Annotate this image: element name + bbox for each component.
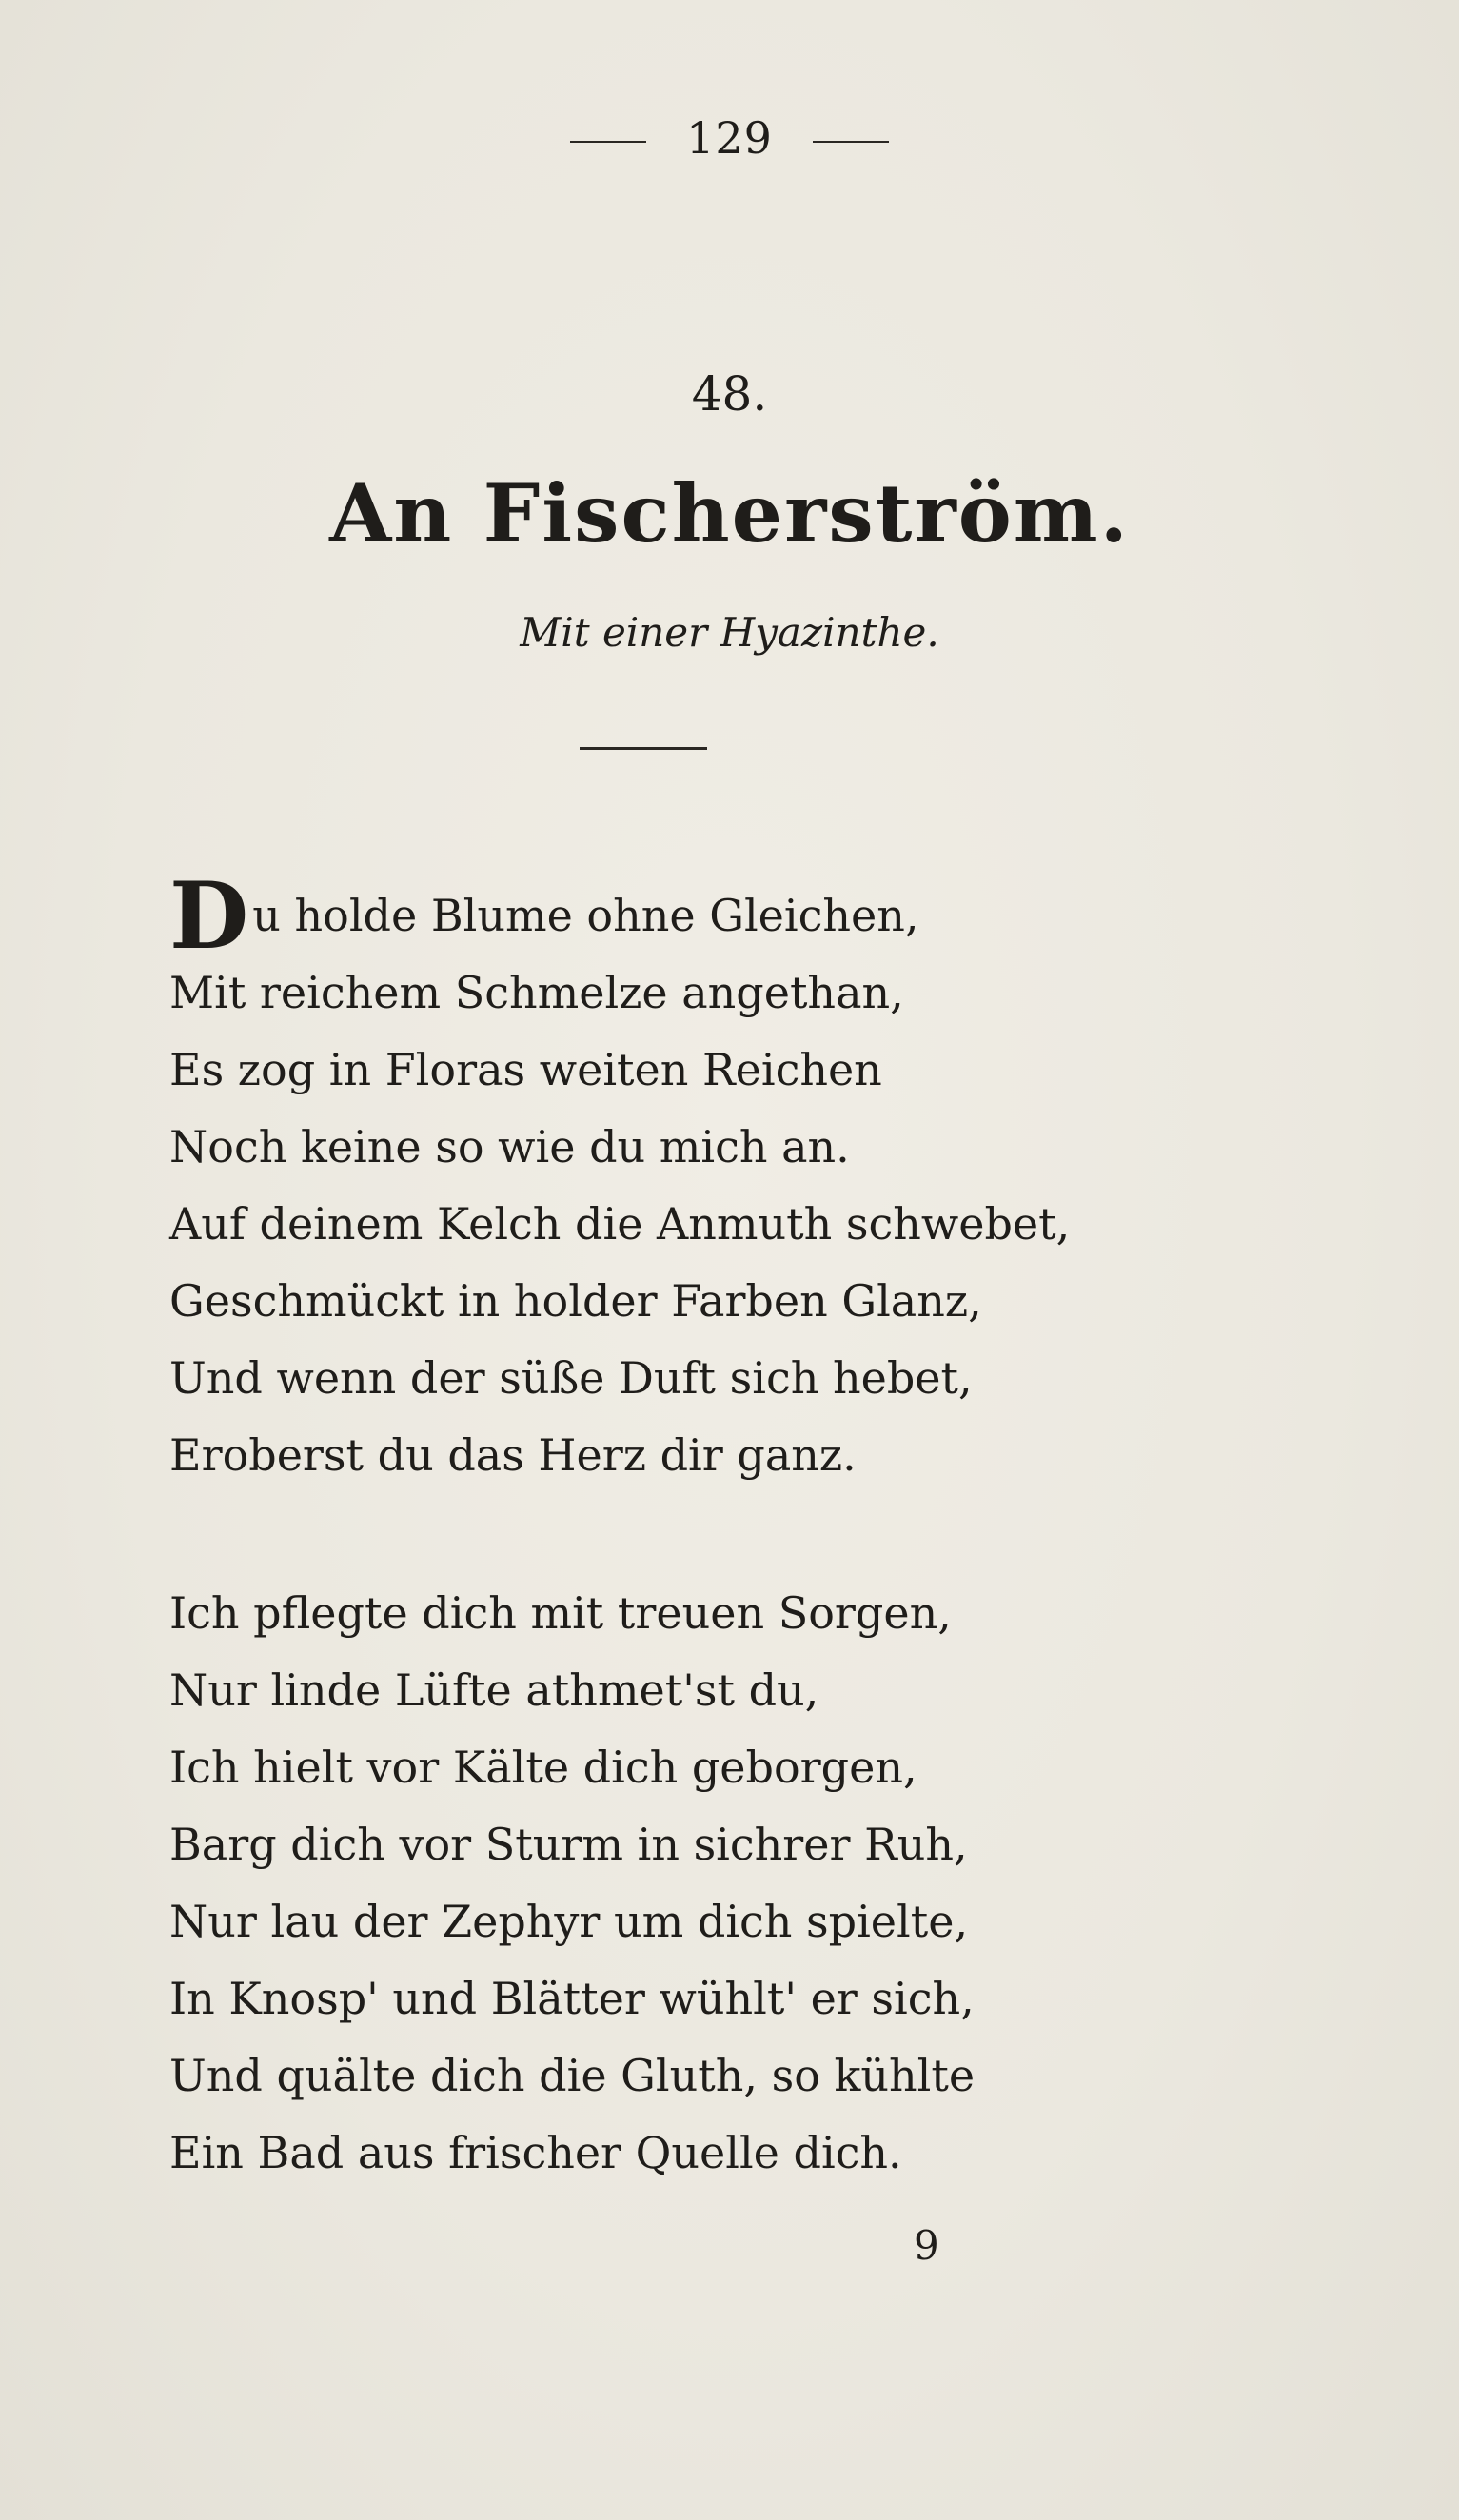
verse-line: Ich pflegte dich mit treuen Sorgen,	[169, 1587, 952, 1639]
verse-line: Geschmückt in holder Farben Glanz,	[169, 1275, 982, 1327]
verse-line: Es zog in Floras weiten Reichen	[169, 1044, 882, 1095]
page-header	[0, 112, 1459, 164]
poem-title: An Fischerström.	[329, 466, 1130, 561]
verse-line: Auf deinem Kelch die Anmuth schwebet,	[169, 1198, 1071, 1250]
header-dash-left	[570, 141, 646, 143]
verse-line: Ich hielt vor Kälte dich geborgen,	[169, 1742, 917, 1793]
verse-line: Noch keine so wie du mich an.	[169, 1121, 850, 1172]
poem-subtitle: Mit einer Hyazinthe.	[520, 609, 939, 656]
section-rule	[580, 747, 707, 750]
verse-line: Und wenn der süße Duft sich hebet,	[169, 1352, 973, 1404]
verse-line	[169, 862, 1121, 970]
verse-line: Ein Bad aus frischer Quelle dich.	[169, 2127, 902, 2178]
verse-line: In Knosp' und Blätter wühlt' er sich,	[169, 1973, 975, 2024]
header-dash-right	[813, 141, 889, 143]
verse-line: Nur linde Lüfte athmet'st du,	[169, 1664, 819, 1716]
poem-number: 48.	[691, 366, 768, 422]
stanza-1	[169, 862, 1121, 1494]
drop-initial: D	[169, 862, 249, 970]
verse-line: Nur lau der Zephyr um dich spielte,	[169, 1896, 969, 1947]
verse-line: Eroberst du das Herz dir ganz.	[169, 1429, 857, 1481]
stanza-2	[169, 1575, 1121, 2192]
verse-line: Und quälte dich die Gluth, so kühlte	[169, 2050, 976, 2101]
verse-line: Mit reichem Schmelze angethan,	[169, 967, 904, 1018]
verse-line: Barg dich vor Sturm in sichrer Ruh,	[169, 1819, 968, 1870]
verse-text: u holde Blume ohne Gleichen,	[252, 890, 919, 941]
signature-mark: 9	[914, 2222, 939, 2269]
page-number: 129	[686, 112, 773, 164]
